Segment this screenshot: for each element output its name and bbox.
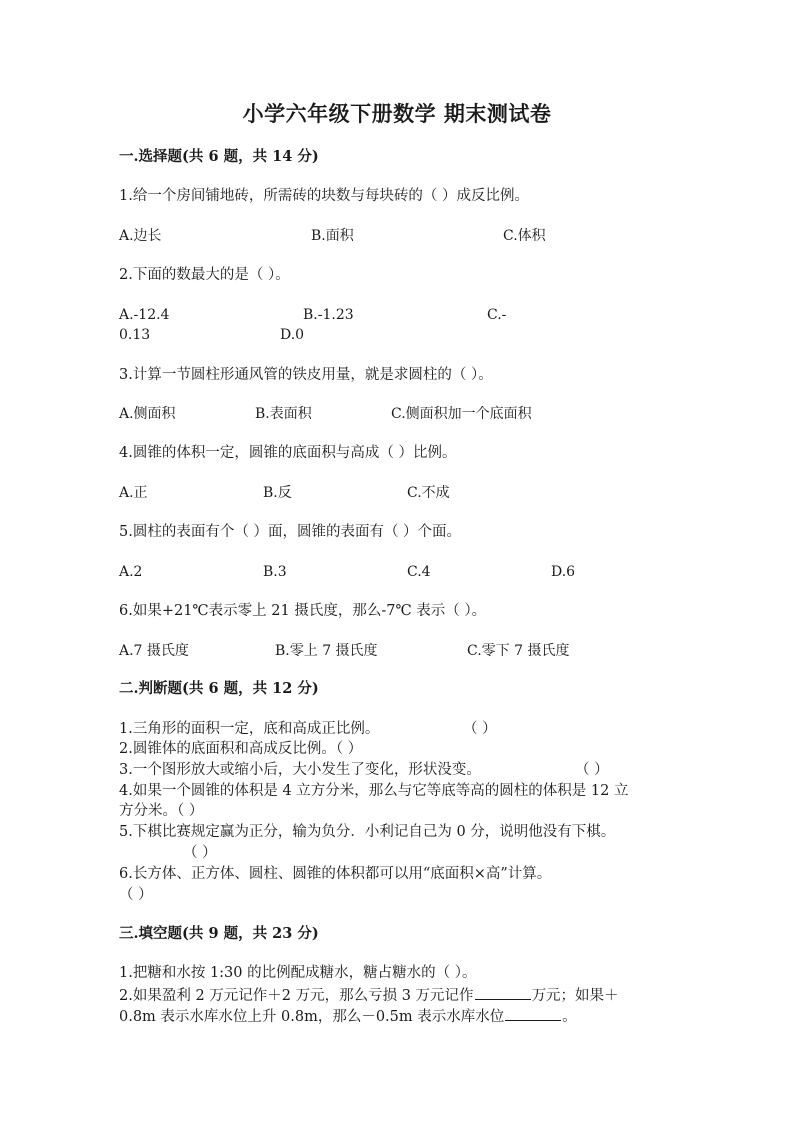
option-c: C.侧面积加一个底面积	[391, 406, 532, 422]
option-d: D.6	[551, 564, 576, 580]
option-d: D.0	[280, 327, 305, 343]
option-a: A.-12.4	[119, 307, 170, 323]
section-heading-choice: 一.选择题(共 6 题，共 14 分)	[119, 148, 319, 165]
option-b: B.-1.23	[303, 307, 354, 323]
question-text-continued	[119, 1006, 577, 1027]
option-a: A.正	[119, 485, 148, 501]
question-text-part: 2.如果盈利 2 万元记作＋2 万元，那么亏损 3 万元记作	[119, 988, 474, 1004]
option-b: B.零上 7 摄氏度	[275, 643, 378, 659]
statement-text: 4.如果一个圆锥的体积是 4 立方分米，那么与它等底等高的圆柱的体积是 12 立	[119, 783, 629, 799]
page-title: 小学六年级下册数学 期末测试卷	[242, 101, 552, 126]
question-text	[119, 985, 619, 1006]
question-text-part: 。	[562, 1009, 577, 1025]
option-a: A.7 摄氏度	[119, 643, 189, 659]
option-b: B.反	[263, 485, 292, 501]
option-c: C.不成	[407, 485, 450, 501]
answer-blank[interactable]	[505, 1006, 561, 1021]
section-heading-fill: 三.填空题(共 9 题，共 23 分)	[119, 925, 319, 942]
option-c-continued: 0.13	[119, 327, 151, 343]
question-text: 6.如果+21℃表示零上 21 摄氏度，那么-7℃ 表示（ ）。	[119, 603, 487, 619]
option-c: C.体积	[503, 228, 546, 244]
question-text-part: 0.8m 表示水库水位上升 0.8m，那么－0.5m 表示水库水位	[119, 1009, 505, 1025]
option-b: B.表面积	[255, 406, 312, 422]
statement-text: 5.下棋比赛规定赢为正分，输为负分．小利记自己为 0 分，说明他没有下棋。	[119, 824, 616, 840]
option-a: A.边长	[119, 228, 162, 244]
statement-text: 2.圆锥体的底面积和高成反比例。（ ）	[119, 741, 363, 757]
answer-parentheses: （ ）	[183, 845, 217, 861]
statement-text: 3.一个图形放大或缩小后，大小发生了变化，形状没变。	[119, 762, 481, 778]
answer-blank[interactable]	[475, 985, 531, 1000]
answer-parentheses: （ ）	[575, 762, 609, 778]
option-c: C.-	[487, 307, 507, 323]
question-text: 3.计算一节圆柱形通风管的铁皮用量，就是求圆柱的（ ）。	[119, 367, 493, 383]
answer-parentheses: （ ）	[463, 721, 497, 737]
option-b: B.面积	[311, 228, 354, 244]
statement-text-continued: 方分米。（ ）	[119, 803, 204, 819]
answer-parentheses: （ ）	[119, 887, 153, 903]
option-c: C.4	[407, 564, 431, 580]
question-text: 1.把糖和水按 1:30 的比例配成糖水，糖占糖水的（ ）。	[119, 965, 477, 981]
section-heading-judgment: 二.判断题(共 6 题，共 12 分)	[119, 680, 319, 697]
statement-text: 6.长方体、正方体、圆柱、圆锥的体积都可以用“底面积×高”计算。	[119, 866, 552, 882]
question-text: 2.下面的数最大的是（ ）。	[119, 267, 290, 283]
question-text-part: 万元；如果＋	[531, 988, 619, 1004]
statement-text: 1.三角形的面积一定，底和高成正比例。	[119, 721, 380, 737]
option-b: B.3	[263, 564, 287, 580]
option-a: A.侧面积	[119, 406, 176, 422]
question-text: 1.给一个房间铺地砖，所需砖的块数与每块砖的（ ）成反比例。	[119, 188, 529, 204]
option-a: A.2	[119, 564, 143, 580]
question-text: 5.圆柱的表面有个（ ）面，圆锥的表面有（ ）个面。	[119, 524, 462, 540]
question-text: 4.圆锥的体积一定，圆锥的底面积与高成（ ）比例。	[119, 445, 457, 461]
option-c: C.零下 7 摄氏度	[467, 643, 570, 659]
